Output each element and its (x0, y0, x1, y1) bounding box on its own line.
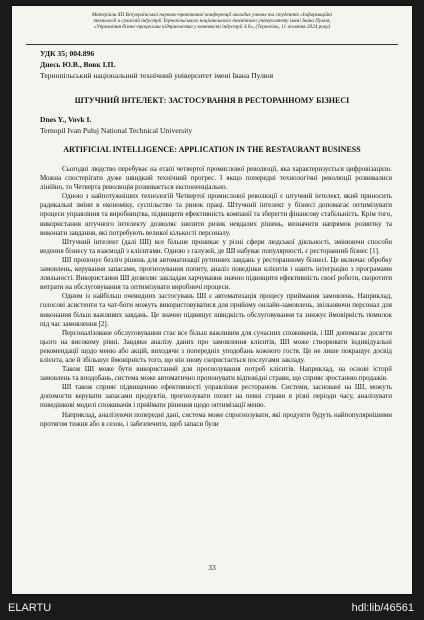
header-line-2: технології в сучасній індустрії Тернопільського національного технічного університету імені Івана Пулюя, (93, 18, 331, 25)
header-rule (26, 44, 398, 45)
paragraph: Наприклад, аналізуючи попередні дані, система може спрогнозувати, які продукти будуть найпопулярнішими протягом тижня або в сезон, і забезпечити, щоб запаси були (40, 410, 392, 428)
handle-id: hdl:lib/46561 (351, 602, 414, 614)
header-line-3: «Управління бізнес-процесами підприємства у контексті індустрії 4.0», (Тернопіль, 11 жовтня 2024 року) (93, 24, 331, 31)
paragraph: Також ШІ може бути використаний для прогнозування потреб клієнтів. Наприклад, на основі історії замовлень та вподобань, система може автоматично пропонувати відповідні страви, що сприяє зростанню продажів. (40, 365, 392, 383)
authors-ua: Днесь Ю.В., Вовк І.П. (40, 60, 116, 69)
authors-en: Dnes Y., Vovk I. (40, 115, 92, 124)
conference-header (26, 12, 398, 31)
title-ua: ШТУЧНИЙ ІНТЕЛЕКТ: ЗАСТОСУВАННЯ В РЕСТОРАННОМУ БІЗНЕСІ (74, 96, 350, 105)
paragraph: ШІ пропонує безліч рішень для автоматизації рутинних завдань у ресторанному бізнесі. Це включає обробку замовлень, керування запасами, прогнозування попиту, аналіз поведінки клієнтів і навіть інтеграцію з програмами лояльності. Використання ШІ дозволяє закладам харчування значно підвищити ефективність своєї роботи, скоротити витрати на обслуговування та оптимізувати виробничі процеси. (40, 255, 392, 292)
udk-code: УДК 35; 004.896 (40, 49, 95, 58)
paragraph: Одною з найпотужніших технологій Четвертої промислової революції є штучний інтелект, який приносить радикальні зміни в економіку, суспільство та ринок праці. Штучний інтелект у бізнесі допомагає оптимізувати процеси управління та виробництва, підвищити ефективність компанії та зберегти фінансову стабільність. Крім того, використання штучного інтелекту дозволяє знизити ризик невдалих рішень, визначити напрямок розвитку та виконати завдання, які потребують великої кількості персоналу. (40, 192, 392, 237)
repository-footer (0, 596, 424, 620)
paragraph: ШІ також сприяє підвищенню ефективності управління рестораном. Системи, засновані на ШІ, можуть допомогти керувати запасами продуктів, прогнозувати попит на певні страви в різні періоди часу, аналізувати поведінкові моделі споживачів і приймати рішення щодо оптимізації меню. (40, 383, 392, 410)
paragraph: Персоналізоване обслуговування стає все більш важливим для сучасних споживачів, і ШІ допомагає досягти цього на високому рівні. Завдяки аналізу даних про замовлення клієнтів, ШІ може створювати індивідуальні рекомендації щодо меню або акцій, виходячи з попередніх уподобань кожного гостя. Це не лише покращує досвід клієнта, але й збільшує ймовірність того, що він знову скористається послугами закладу. (40, 328, 392, 364)
page-number: 33 (208, 563, 216, 572)
paragraph: Сьогодні людство перебуває на етапі четвертої промислової революції, яка характеризується цифровізацією. Можна спостерігати дуже швидкий технічний прогрес. І якщо попередні технологічні революції розвивалися лінійно, то Четверта революція розвивається експоненціально. (40, 165, 392, 192)
header-line-1: Матеріали XII Всеукраїнської науково-практичної конференції молодих учених та студентів «Інформаційні (91, 12, 333, 18)
document-page (12, 6, 412, 594)
paragraph: Одним із найбільш очевидних застосувань ШІ є автоматизація процесу приймання замовлень. Наприклад, голосові асистенти та чат-боти можуть використовуватися для прийому онлайн-замовлень, звільняючи персонал для виконання більш важливих завдань. Це значно підвищує швидкість обслуговування та знижує ймовірність помилок під час замовлення [2]. (40, 292, 392, 328)
repository-name: ELARTU (8, 602, 52, 614)
affiliation-ua: Тернопільський національний технічний університет імені Івана Пулюя (40, 71, 274, 80)
title-en: ARTIFICIAL INTELLIGENCE: APPLICATION IN THE RESTAURANT BUSINESS (63, 145, 361, 154)
article-body (40, 165, 392, 429)
affiliation-en: Ternopil Ivan Puluj National Technical University (40, 126, 193, 135)
paragraph: Штучний інтелект (далі ШІ) все більше проникає у різні сфери людської діяльності, змінюючи способи ведення бізнесу та взаємодії з клієнтами. Одною з галузей, де ШІ набуває популярності, є ресторанний бізнес [1]. (40, 237, 392, 255)
